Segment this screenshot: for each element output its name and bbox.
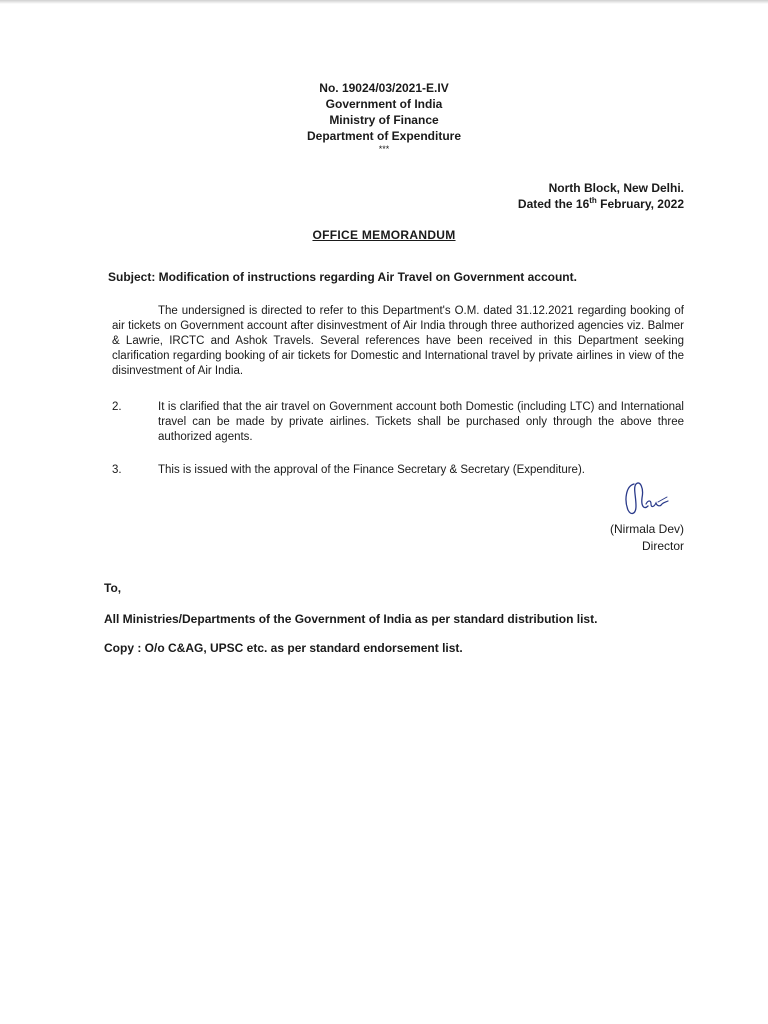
- date-suffix: February, 2022: [596, 197, 684, 211]
- paragraph-3-number: 3.: [112, 464, 122, 476]
- distribution-line: All Ministries/Departments of the Government of India as per standard distribution list.: [104, 612, 598, 626]
- department-name: Department of Expenditure: [306, 129, 462, 143]
- signatory-designation: Director: [641, 539, 684, 553]
- ministry-name: Ministry of Finance: [329, 113, 439, 127]
- paragraph-2: [112, 400, 684, 445]
- to-label: To,: [104, 581, 122, 595]
- memo-title: OFFICE MEMORANDUM: [312, 228, 456, 242]
- government-name: Government of India: [325, 97, 443, 111]
- signatory-block: [610, 521, 684, 555]
- copy-line: Copy : O/o C&AG, UPSC etc. as per standard endorsement list.: [104, 641, 463, 655]
- paragraph-2-number: 2.: [112, 401, 122, 413]
- paragraph-3-text: This is issued with the approval of the Finance Secretary & Secretary (Expenditure).: [158, 464, 585, 476]
- paragraph-3: [112, 463, 684, 478]
- location: North Block, New Delhi.: [548, 181, 684, 195]
- signatory-name: (Nirmala Dev): [609, 522, 684, 536]
- signature-icon: [620, 478, 676, 522]
- subject-line: Subject: Modification of instructions regarding Air Travel on Government account.: [108, 270, 577, 284]
- file-number: No. 19024/03/2021-E.IV: [319, 81, 449, 95]
- paragraph-1: The undersigned is directed to refer to this Department's O.M. dated 31.12.2021 regarding booking of air tickets on Government account after disinvestment of Air India through three authorized agencies viz. Balmer & Lawrie, IRCTC and Ashok Travels. Several references have been received in this Department seeking clarification regarding booking of air tickets for Domestic and International travel by private airlines in view of the disinvestment of Air India.: [112, 305, 684, 377]
- paragraph-2-text: It is clarified that the air travel on Government account both Domestic (including LTC) and International travel can be made by private airlines. Tickets shall be purchased only through the above three authorized agents.: [158, 401, 684, 443]
- header-stars: ***: [378, 144, 390, 154]
- date-superscript: th: [589, 196, 597, 205]
- date-line: [518, 196, 684, 212]
- date-prefix: Dated the 16: [517, 197, 590, 211]
- letter-header: [0, 80, 768, 154]
- place-and-date: [518, 180, 684, 212]
